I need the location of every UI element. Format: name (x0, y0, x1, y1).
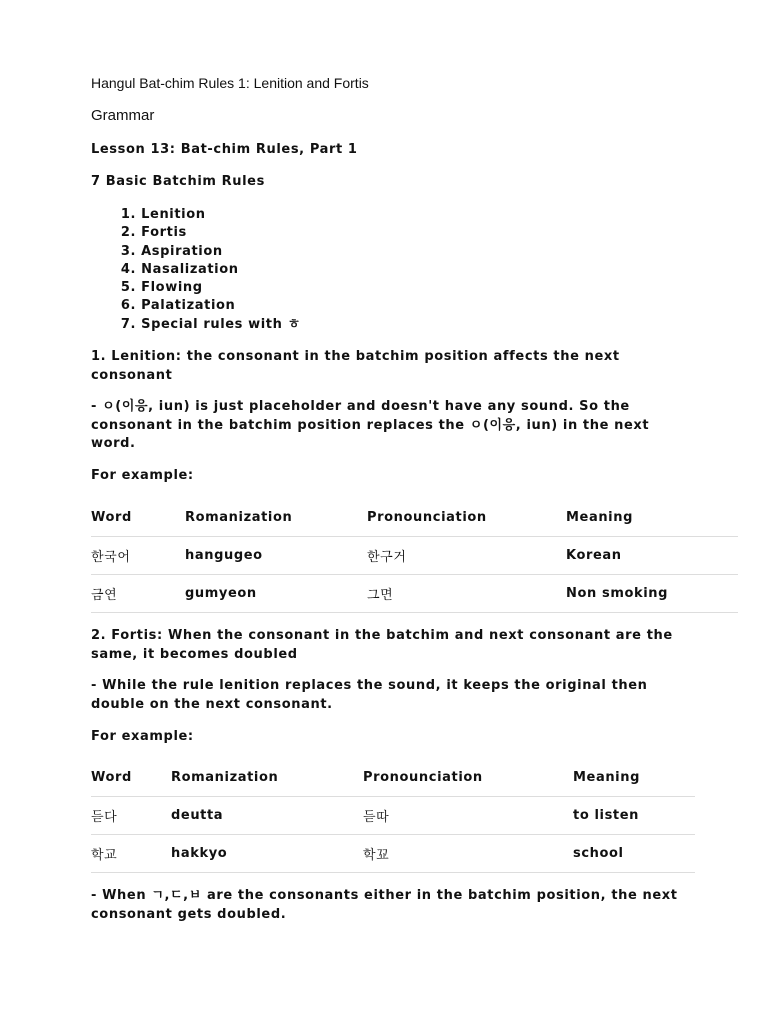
list-number: 3. (120, 243, 136, 259)
header-meaning: Meaning (566, 499, 738, 537)
list-number: 4. (120, 261, 136, 277)
section1-example-label: For example: (91, 468, 194, 483)
header-romanization: Romanization (185, 499, 367, 537)
list-number: 1. (120, 207, 136, 222)
cell-pronounciation: 그면 (367, 575, 566, 613)
section2-note: - While the rule lenition replaces the sound, it keeps the original then double on the next consonant. (91, 678, 648, 712)
list-item (91, 224, 301, 242)
section2-footer-note: - When ㄱ,ㄷ,ㅂ are the consonants either in the batchim position, the next consonant gets doubled. (91, 888, 678, 922)
table-header-row (91, 499, 738, 537)
cell-romanization: hangugeo (185, 537, 367, 575)
list-item (91, 243, 301, 261)
list-item (91, 297, 301, 315)
list-text: Special rules with ㅎ (141, 316, 301, 332)
cell-meaning: to listen (573, 797, 695, 835)
document-title: Hangul Bat-chim Rules 1: Lenition and Fortis (91, 75, 369, 91)
header-pronounciation: Pronounciation (367, 499, 566, 537)
list-item (91, 279, 301, 297)
header-meaning: Meaning (573, 759, 695, 797)
list-number: 2. (120, 225, 136, 241)
lesson-heading: Lesson 13: Bat-chim Rules, Part 1 (91, 142, 358, 157)
cell-word: 한국어 (91, 537, 185, 575)
section1-heading: 1. Lenition: the consonant in the batchim position affects the next consonant (91, 349, 620, 383)
cell-word: 금연 (91, 575, 185, 613)
header-pronounciation: Pronounciation (363, 759, 573, 797)
header-word: Word (91, 499, 185, 537)
cell-pronounciation: 학꾜 (363, 835, 573, 873)
category-label: Grammar (91, 107, 155, 124)
basic-rules-heading: 7 Basic Batchim Rules (91, 174, 265, 189)
list-item (91, 261, 301, 279)
list-text: Aspiration (141, 243, 223, 259)
table-row (91, 835, 695, 873)
list-number: 6. (120, 298, 136, 314)
cell-meaning: school (573, 835, 695, 873)
list-text: Nasalization (141, 261, 239, 277)
cell-pronounciation: 한구거 (367, 537, 566, 575)
list-text: Flowing (141, 280, 203, 296)
fortis-table (91, 759, 695, 873)
list-text: Palatization (141, 298, 236, 314)
list-text: Fortis (141, 225, 187, 241)
cell-word: 듣다 (91, 797, 171, 835)
header-word: Word (91, 759, 171, 797)
table-row (91, 575, 738, 613)
section2-heading: 2. Fortis: When the consonant in the batchim and next consonant are the same, it becomes doubled (91, 628, 673, 662)
cell-romanization: hakkyo (171, 835, 363, 873)
list-number: 5. (120, 280, 136, 296)
section1-note: - ㅇ(이응, iun) is just placeholder and doesn't have any sound. So the consonant in the batchim position replaces the ㅇ(이응, iun) in the next word. (91, 399, 650, 451)
cell-meaning: Non smoking (566, 575, 738, 613)
table-row (91, 537, 738, 575)
rules-list (91, 206, 301, 334)
cell-word: 학교 (91, 835, 171, 873)
cell-meaning: Korean (566, 537, 738, 575)
list-text: Lenition (141, 207, 206, 222)
cell-romanization: deutta (171, 797, 363, 835)
header-romanization: Romanization (171, 759, 363, 797)
table-header-row (91, 759, 695, 797)
cell-pronounciation: 듣따 (363, 797, 573, 835)
list-item (91, 206, 301, 224)
lenition-table (91, 499, 738, 613)
cell-romanization: gumyeon (185, 575, 367, 613)
list-item (91, 316, 301, 334)
table-row (91, 797, 695, 835)
list-number: 7. (120, 316, 136, 332)
section2-example-label: For example: (91, 729, 194, 744)
